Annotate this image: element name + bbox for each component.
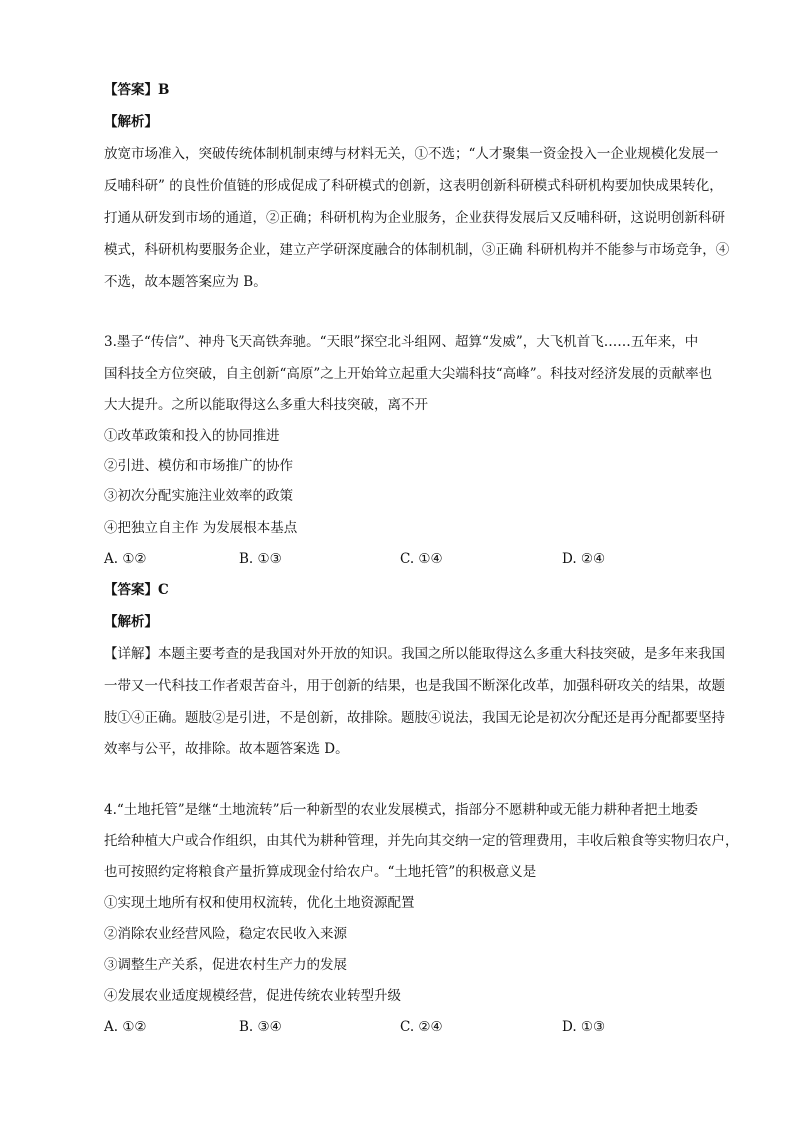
q4-option-c: C. ②④ bbox=[400, 1019, 443, 1035]
q4-stem-line: 4.“土地托管”是继“土地流转”后一种新型的农业发展模式，指部分不愿耕种或无能力耕种者把土地委 bbox=[104, 802, 698, 818]
q3-item: ④把独立自主作 为发展根本基点 bbox=[104, 520, 298, 536]
q2-analysis-line: 打通从研发到市场的通道，②正确；科研机构为企业服务，企业获得发展后又反哺科研，这说明创新科研 bbox=[104, 210, 725, 226]
q4-option-a: A. ①② bbox=[104, 1019, 147, 1035]
q3-stem-line: 国科技全方位突破，自主创新“高原”之上开始耸立起重大尖端科技“高峰”。科技对经济发展的贡献率也 bbox=[104, 366, 713, 382]
q3-item: ①改革政策和投入的协同推进 bbox=[104, 428, 280, 444]
q2-answer: 【答案】B bbox=[104, 82, 170, 98]
q3-option-c: C. ①④ bbox=[400, 551, 443, 567]
q2-analysis-line: 放宽市场准入，突破传统体制机制束缚与材料无关，①不选；“人才聚集一资金投入一企业规模化发展一 bbox=[104, 146, 719, 162]
q2-analysis-label: 【解析】 bbox=[104, 114, 158, 130]
q3-detail-line: 【详解】本题主要考查的是我国对外开放的知识。我国之所以能取得这么多重大科技突破，是多年来我国 bbox=[104, 646, 725, 662]
q4-item: ①实现土地所有权和使用权流转，优化土地资源配置 bbox=[104, 895, 415, 911]
q4-options bbox=[104, 1017, 724, 1037]
q3-detail-line: 肢①④正确。题肢②是引进，不是创新，故排除。题肢④说法，我国无论是初次分配还是再分配都要坚持 bbox=[104, 710, 725, 726]
q2-analysis-line: 模式，科研机构要服务企业，建立产学研深度融合的体制机制，③正确 科研机构并不能参与市场竞争，④ bbox=[104, 242, 730, 258]
q3-option-d: D. ②④ bbox=[562, 551, 606, 567]
q3-analysis-label: 【解析】 bbox=[104, 614, 158, 630]
q3-item: ②引进、模仿和市场推广的协作 bbox=[104, 458, 293, 474]
q4-item: ②消除农业经营风险，稳定农民收入来源 bbox=[104, 926, 347, 942]
q4-option-b: B. ③④ bbox=[239, 1019, 282, 1035]
q4-stem-line: 托给种植大户或合作组织，由其代为耕种管理，并先向其交纳一定的管理费用，丰收后粮食等实物归农户， bbox=[104, 833, 739, 849]
q2-analysis-line: 不选，故本题答案应为 B。 bbox=[104, 274, 267, 290]
q4-item: ③调整生产关系，促进农村生产力的发展 bbox=[104, 957, 347, 973]
q4-option-d: D. ①③ bbox=[562, 1019, 606, 1035]
q3-detail-line: 一带又一代科技工作者艰苦奋斗，用于创新的结果，也是我国不断深化改革，加强科研攻关的结果，故题 bbox=[104, 678, 725, 694]
q3-detail-line: 效率与公平，故排除。故本题答案选 D。 bbox=[104, 741, 349, 757]
q3-stem-line: 大大提升。之所以能取得这么多重大科技突破，离不开 bbox=[104, 397, 428, 413]
q3-option-b: B. ①③ bbox=[239, 551, 282, 567]
q3-options bbox=[104, 549, 724, 569]
q4-item: ④发展农业适度规模经营，促进传统农业转型升级 bbox=[104, 988, 401, 1004]
q2-analysis-line: 反哺科研” 的良性价值链的形成促成了科研模式的创新，这表明创新科研模式科研机构要加快成果转化， bbox=[104, 178, 723, 194]
q3-answer: 【答案】C bbox=[104, 582, 169, 598]
q4-stem-line: 也可按照约定将粮食产量折算成现金付给农户。“土地托管”的积极意义是 bbox=[104, 864, 537, 880]
q3-option-a: A. ①② bbox=[104, 551, 147, 567]
q3-stem-line: 3.墨子“传信”、神舟飞天高铁奔驰。“天眼”探空北斗组网、超算“发威”，大飞机首飞……五年来，中 bbox=[104, 334, 699, 350]
q3-item: ③初次分配实施注业效率的政策 bbox=[104, 488, 293, 504]
